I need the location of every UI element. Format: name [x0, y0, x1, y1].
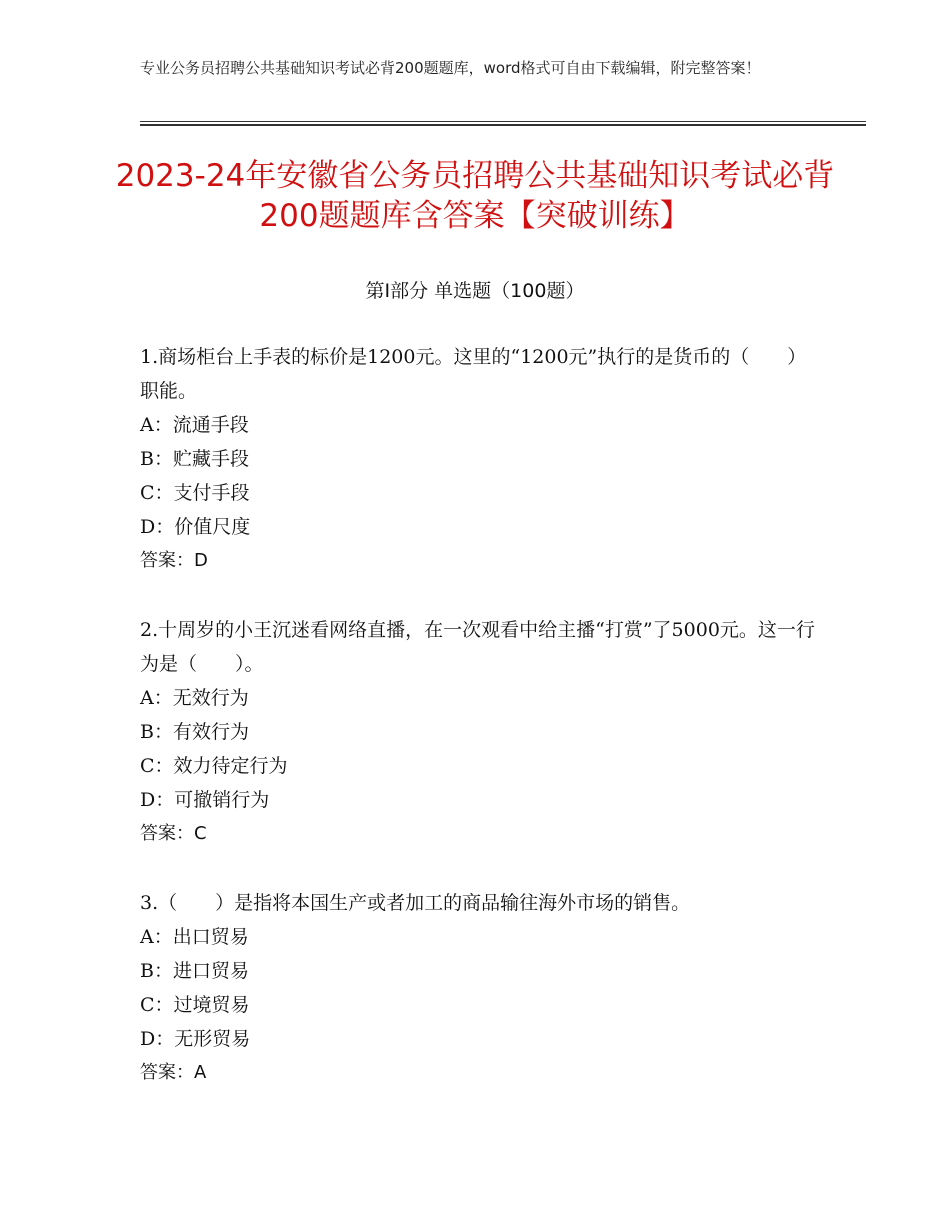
option-b: B：有效行为 [140, 721, 249, 743]
question-2 [140, 613, 820, 851]
option-b: B：贮藏手段 [140, 448, 249, 470]
option-b: B：进口贸易 [140, 960, 249, 982]
question-text: 3.（ ）是指将本国生产或者加工的商品输往海外市场的销售。 [140, 892, 691, 914]
option-c: C：支付手段 [140, 482, 250, 504]
question-text: 1.商场柜台上手表的标价是1200元。这里的“1200元”执行的是货币的（ ）职能。 [140, 346, 807, 402]
option-c: C：过境贸易 [140, 994, 250, 1016]
header-divider-thin [140, 121, 866, 122]
answer: 答案：A [140, 1062, 207, 1083]
option-d: D：可撤销行为 [140, 789, 270, 811]
option-c: C：效力待定行为 [140, 755, 288, 777]
answer: 答案：D [140, 550, 208, 571]
document-title: 2023-24年安徽省公务员招聘公共基础知识考试必背200题题库含答案【突破训练】 [115, 158, 835, 234]
question-3 [140, 886, 820, 1090]
header-note: 专业公务员招聘公共基础知识考试必背200题题库，word格式可自由下载编辑，附完整答案！ [140, 59, 761, 77]
option-d: D：价值尺度 [140, 516, 251, 538]
option-d: D：无形贸易 [140, 1028, 251, 1050]
section-heading: 第Ⅰ部分 单选题（100题） [365, 280, 585, 302]
option-a: A：流通手段 [140, 414, 249, 436]
option-a: A：无效行为 [140, 687, 249, 709]
question-1 [140, 340, 820, 578]
answer: 答案：C [140, 823, 207, 844]
header-divider-thick [140, 124, 866, 126]
question-text: 2.十周岁的小王沉迷看网络直播，在一次观看中给主播“打赏”了5000元。这一行为是（ ）。 [140, 619, 815, 675]
option-a: A：出口贸易 [140, 926, 249, 948]
